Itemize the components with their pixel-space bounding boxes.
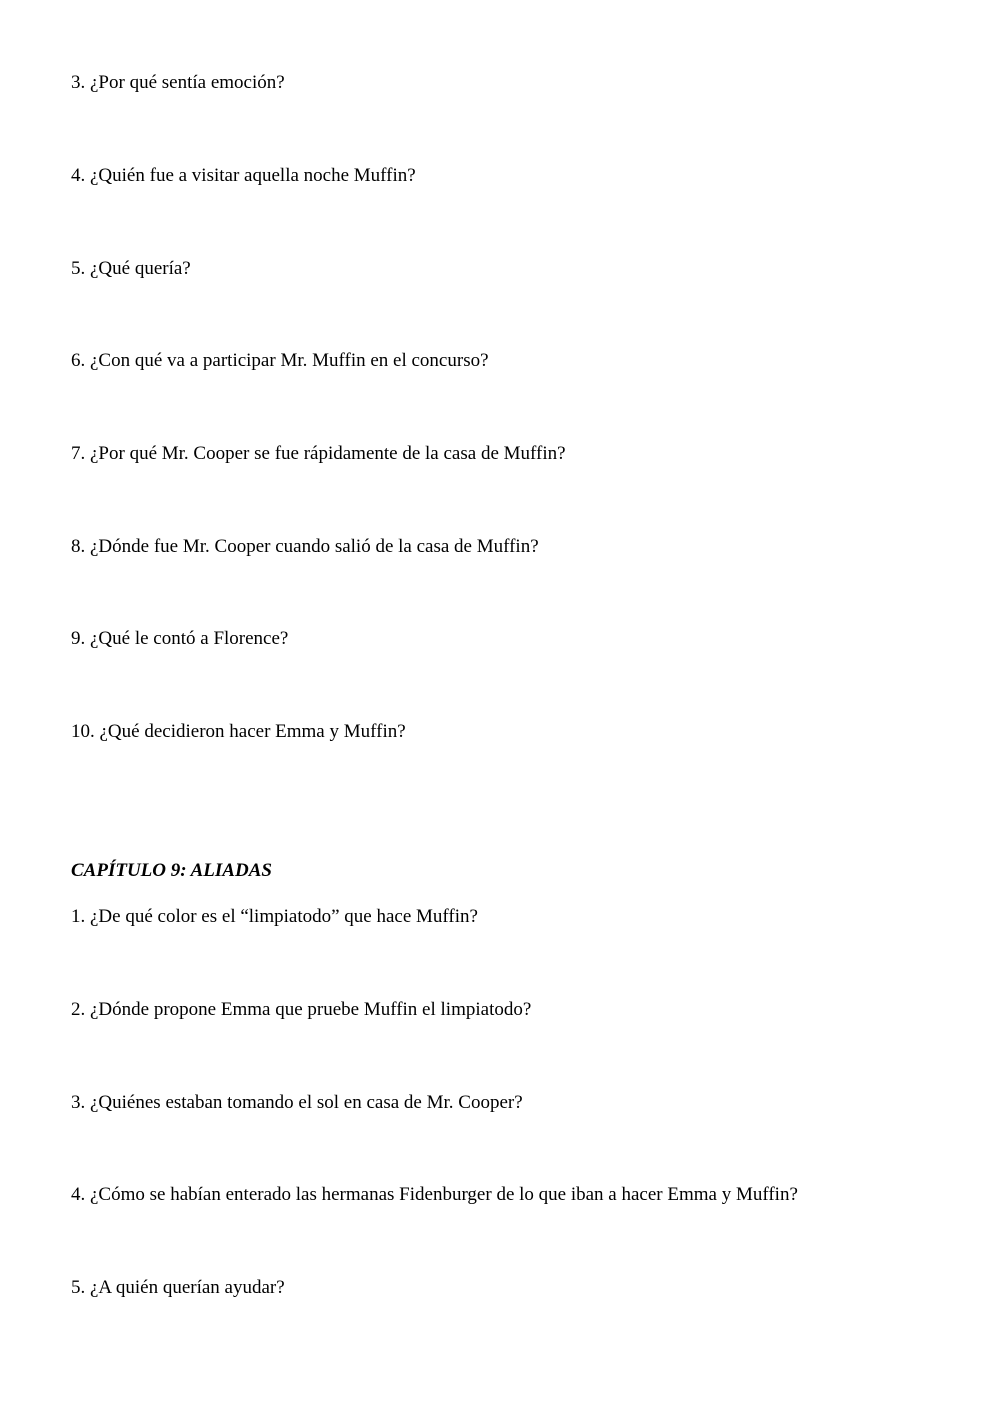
question-3: 3. ¿Por qué sentía emoción? bbox=[71, 72, 285, 93]
chapter-9-heading: CAPÍTULO 9: ALIADAS bbox=[71, 860, 272, 881]
chapter-9-question-3: 3. ¿Quiénes estaban tomando el sol en casa de Mr. Cooper? bbox=[71, 1092, 523, 1113]
chapter-9-question-1: 1. ¿De qué color es el “limpiatodo” que hace Muffin? bbox=[71, 906, 478, 927]
question-4: 4. ¿Quién fue a visitar aquella noche Muffin? bbox=[71, 165, 416, 186]
question-6: 6. ¿Con qué va a participar Mr. Muffin en el concurso? bbox=[71, 350, 489, 371]
question-10: 10. ¿Qué decidieron hacer Emma y Muffin? bbox=[71, 721, 406, 742]
question-5: 5. ¿Qué quería? bbox=[71, 258, 191, 279]
question-9: 9. ¿Qué le contó a Florence? bbox=[71, 628, 289, 649]
chapter-9-question-2: 2. ¿Dónde propone Emma que pruebe Muffin el limpiatodo? bbox=[71, 999, 532, 1020]
chapter-9-question-5: 5. ¿A quién querían ayudar? bbox=[71, 1277, 285, 1298]
question-7: 7. ¿Por qué Mr. Cooper se fue rápidamente de la casa de Muffin? bbox=[71, 443, 566, 464]
question-8: 8. ¿Dónde fue Mr. Cooper cuando salió de la casa de Muffin? bbox=[71, 536, 539, 557]
chapter-9-question-4: 4. ¿Cómo se habían enterado las hermanas Fidenburger de lo que iban a hacer Emma y Muffin? bbox=[71, 1184, 798, 1205]
